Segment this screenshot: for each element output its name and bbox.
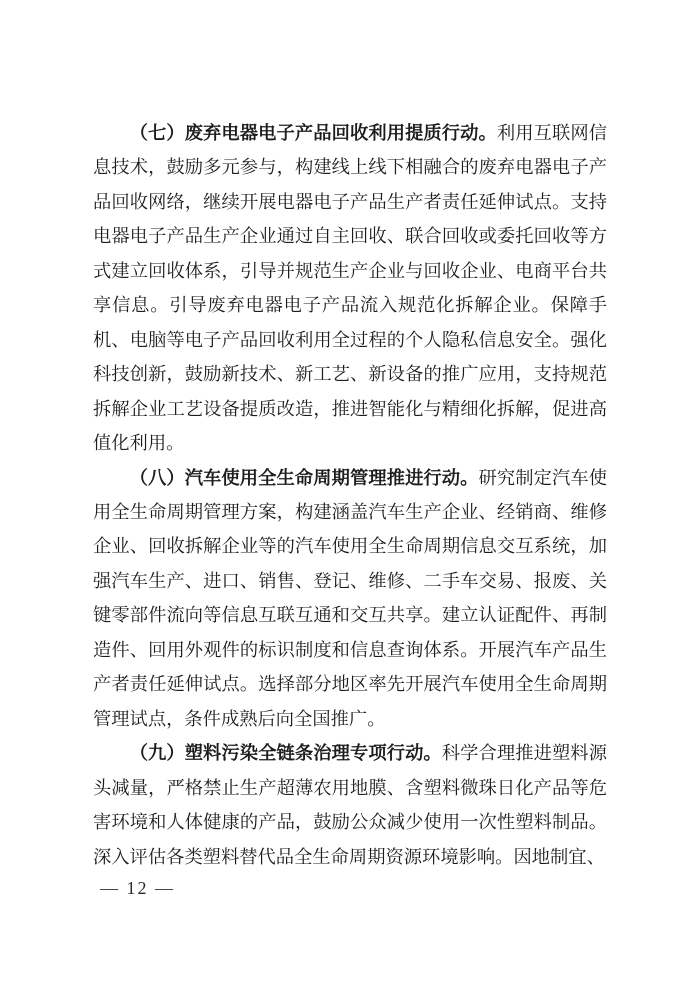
- paragraph-9-heading: （九）塑料污染全链条治理专项行动。: [129, 743, 442, 764]
- paragraph-9-body: 科学合理推进塑料源头减量，严格禁止生产超薄农用地膜、含塑料微珠日化产品等危害环境和人体健康的产品，鼓励公众减少使用一次性塑料制品。深入评估各类塑料替代品全生命周期资源环境影响。因地制宜、: [93, 743, 608, 867]
- paragraph-7: [93, 116, 607, 461]
- paragraph-7-body: 利用互联网信息技术，鼓励多元参与，构建线上线下相融合的废弃电器电子产品回收网络，继续开展电器电子产品生产者责任延伸试点。支持电器电子产品生产企业通过自主回收、联合回收或委托回收等方式建立回收体系，引导并规范生产企业与回收企业、电商平台共享信息。引导废弃电器电子产品流入规范化拆解企业。保障手机、电脑等电子产品回收利用全过程的个人隐私信息安全。强化科技创新，鼓励新技术、新工艺、新设备的推广应用，支持规范拆解企业工艺设备提质改造，推进智能化与精细化拆解，促进高值化利用。: [93, 123, 608, 454]
- paragraph-8-body: 研究制定汽车使用全生命周期管理方案，构建涵盖汽车生产企业、经销商、维修企业、回收拆解企业等的汽车使用全生命周期信息交互系统，加强汽车生产、进口、销售、登记、维修、二手车交易、报废、关键零部件流向等信息互联互通和交互共享。建立认证配件、再制造件、回用外观件的标识制度和信息查询体系。开展汽车产品生产者责任延伸试点。选择部分地区率先开展汽车使用全生命周期管理试点，条件成熟后向全国推广。: [93, 467, 608, 729]
- paragraph-8: [93, 461, 607, 737]
- paragraph-9: [93, 736, 607, 874]
- document-text-block: [93, 116, 607, 874]
- paragraph-7-heading: （七）废弃电器电子产品回收利用提质行动。: [129, 123, 497, 143]
- paragraph-8-heading: （八）汽车使用全生命周期管理推进行动。: [129, 467, 479, 488]
- page-number: — 12 —: [100, 878, 175, 898]
